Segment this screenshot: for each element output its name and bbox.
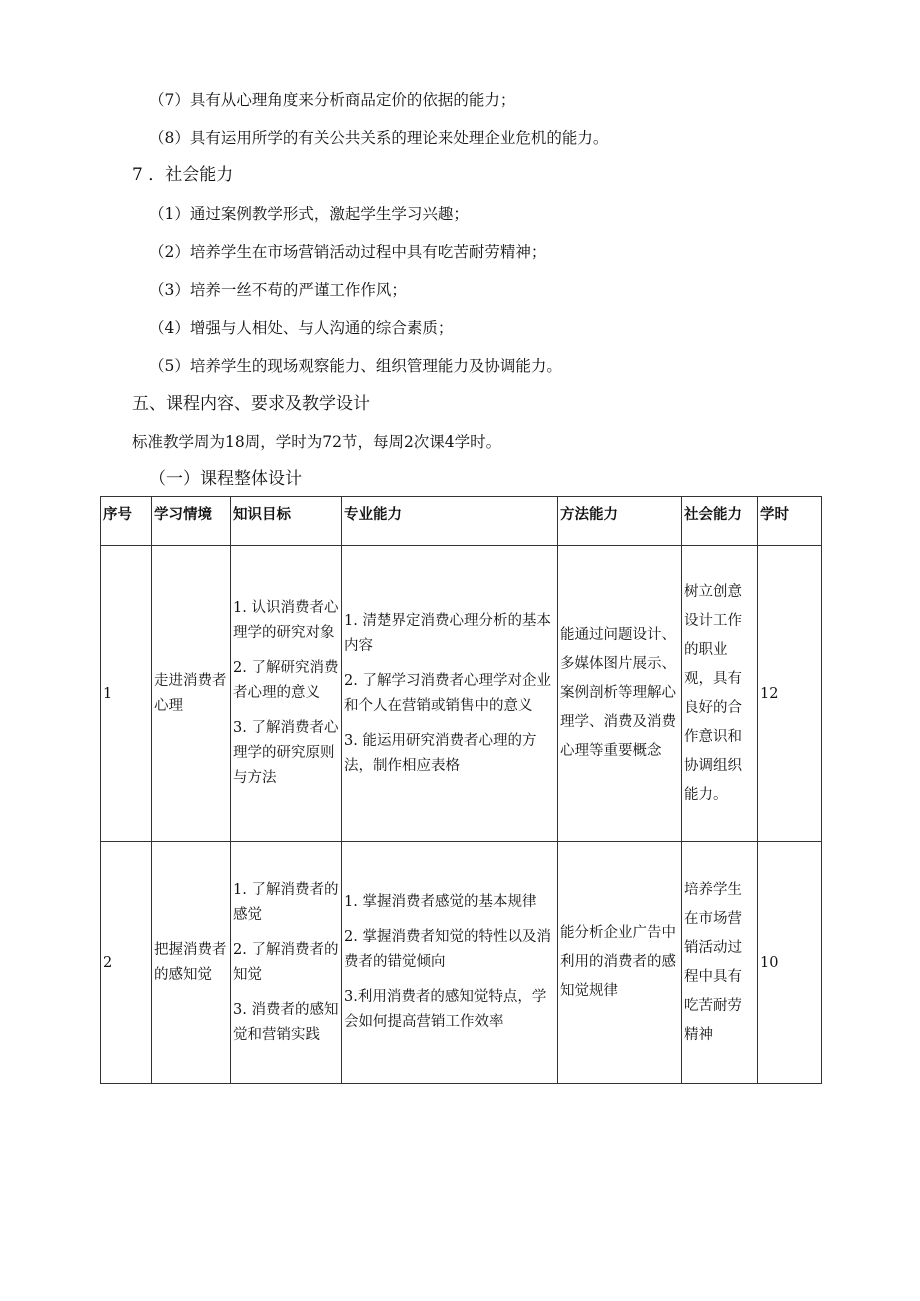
professional-item: 1. 清楚界定消费心理分析的基本内容 [344, 612, 551, 654]
table-header-row [101, 497, 822, 546]
social-item-2: （2）培养学生在市场营销活动过程中具有吃苦耐劳精神； [149, 243, 547, 261]
row-social: 树立创意设计工作的职业观，具有良好的合作意识和协调组织能力。 [682, 546, 758, 842]
row-hours: 12 [758, 546, 822, 842]
header-hours: 学时 [758, 497, 822, 546]
row-knowledge [231, 546, 342, 842]
social-item-4: （4）增强与人相处、与人沟通的综合素质； [149, 319, 454, 337]
header-situation: 学习情境 [152, 497, 231, 546]
knowledge-item: 3. 消费者的感知觉和营销实践 [233, 1001, 339, 1043]
section-5-heading: 五、课程内容、要求及教学设计 [132, 394, 370, 414]
row-method: 能分析企业广告中利用的消费者的感知觉规律 [558, 842, 682, 1084]
course-design-subheading: （一）课程整体设计 [149, 469, 302, 489]
row-no: 2 [101, 842, 152, 1084]
row-knowledge [231, 842, 342, 1084]
professional-item: 3. 能运用研究消费者心理的方法，制作相应表格 [344, 732, 537, 774]
intro-item-7: （7）具有从心理角度来分析商品定价的依据的能力； [149, 91, 516, 109]
professional-item: 1. 掌握消费者感觉的基本规律 [344, 894, 537, 910]
social-item-3: （3）培养一丝不苟的严谨工作作风； [149, 281, 407, 299]
knowledge-item: 1. 了解消费者的感觉 [233, 881, 339, 923]
row-professional [342, 546, 558, 842]
table-row [101, 842, 822, 1084]
header-no: 序号 [101, 497, 152, 546]
social-item-5: （5）培养学生的现场观察能力、组织管理能力及协调能力。 [149, 357, 562, 375]
row-hours: 10 [758, 842, 822, 1084]
social-ability-heading: 7 ．社会能力 [132, 165, 234, 185]
knowledge-item: 2. 了解消费者的知觉 [233, 941, 339, 983]
header-knowledge: 知识目标 [231, 497, 342, 546]
professional-item: 2. 了解学习消费者心理学对企业和个人在营销或销售中的意义 [344, 672, 551, 714]
social-item-1: （1）通过案例教学形式，激起学生学习兴趣； [149, 205, 469, 223]
row-social: 培养学生在市场营销活动过程中具有吃苦耐劳精神 [682, 842, 758, 1084]
course-design-table [100, 496, 822, 1084]
row-method: 能通过问题设计、多媒体图片展示、案例剖析等理解心理学、消费及消费心理等重要概念 [558, 546, 682, 842]
header-professional: 专业能力 [342, 497, 558, 546]
row-situation: 走进消费者心理 [152, 546, 231, 842]
knowledge-item: 3. 了解消费者心理学的研究原则与方法 [233, 720, 339, 786]
knowledge-item: 2. 了解研究消费者心理的意义 [233, 660, 339, 701]
row-no: 1 [101, 546, 152, 842]
header-method: 方法能力 [558, 497, 682, 546]
schedule-text: 标准教学周为18周，学时为72节，每周2次课4学时。 [132, 433, 502, 451]
header-social: 社会能力 [682, 497, 758, 546]
table-row [101, 546, 822, 842]
intro-item-8: （8）具有运用所学的有关公共关系的理论来处理企业危机的能力。 [149, 129, 609, 147]
knowledge-item: 1. 认识消费者心理学的研究对象 [233, 600, 339, 641]
row-situation: 把握消费者的感知觉 [152, 842, 231, 1084]
professional-item: 2. 掌握消费者知觉的特性以及消费者的错觉倾向 [344, 929, 551, 970]
professional-item: 3.利用消费者的感知觉特点，学会如何提高营销工作效率 [344, 989, 547, 1030]
row-professional [342, 842, 558, 1084]
